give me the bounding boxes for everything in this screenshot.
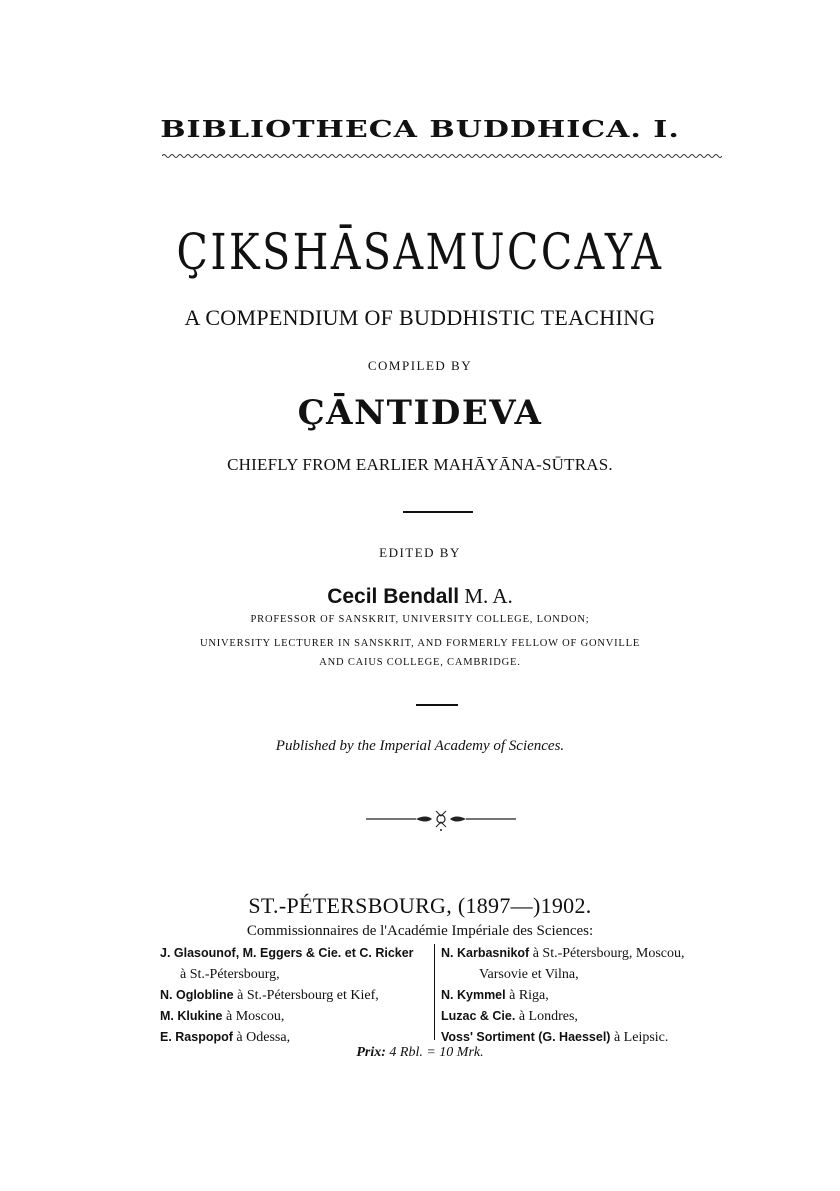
price-label: Prix: (356, 1045, 386, 1060)
affiliation-line: PROFESSOR OF SANSKRIT, UNIVERSITY COLLEGE, LONDON; (250, 614, 590, 625)
ornament-flourish-icon (366, 808, 516, 832)
divider-rule (403, 511, 473, 513)
agent-entry: M. Klukine à Moscou, (160, 1009, 285, 1024)
agent-entry: N. Oglobline à St.-Pétersbourg et Kief, (160, 988, 379, 1003)
price-line (0, 1045, 840, 1061)
editor-name: Cecil Bendall (327, 585, 460, 608)
editor-degree: M. A. (464, 584, 513, 608)
edited-by: EDITED BY (379, 545, 461, 560)
agent-entry: Voss' Sortiment (G. Haessel) à Leipsic. (441, 1030, 669, 1045)
agent-entry: J. Glasounof, M. Eggers & Cie. et C. Ricker (160, 946, 414, 960)
agent-entry: N. Karbasnikof à St.-Pétersbourg, Moscou, (441, 946, 685, 961)
commissionaires-heading: Commissionnaires de l'Académie Impériale des Sciences: (246, 923, 594, 939)
affiliation-line: UNIVERSITY LECTURER IN SANSKRIT, AND FORMERLY FELLOW OF GONVILLE (199, 638, 641, 649)
subtitle: A COMPENDIUM OF BUDDHISTIC TEACHING (184, 305, 656, 330)
wavy-rule (162, 152, 722, 160)
agent-entry: Luzac & Cie. à Londres, (441, 1009, 578, 1024)
agent-entry: à St.-Pétersbourg, (180, 967, 280, 982)
editor (0, 584, 840, 609)
place-date: ST.-PÉTERSBOURG, (1897—)1902. (248, 893, 592, 918)
agents-left-column (160, 943, 414, 1048)
affiliation-line: AND CAIUS COLLEGE, CAMBRIDGE. (319, 657, 521, 668)
divider-rule (416, 704, 458, 706)
series-title: BIBLIOTHECA BUDDHICA. I. (160, 116, 680, 144)
column-divider (434, 944, 435, 1040)
agent-entry: Varsovie et Vilna, (479, 967, 579, 982)
sources-line: CHIEFLY FROM EARLIER MAHĀYĀNA-SŪTRAS. (227, 455, 613, 474)
book-title: ÇIKSHĀSAMUCCAYA (176, 223, 664, 281)
publisher-line: Published by the Imperial Academy of Sciences. (275, 738, 565, 754)
agent-entry: N. Kymmel à Riga, (441, 988, 549, 1003)
agent-entry: E. Raspopof à Odessa, (160, 1030, 291, 1045)
author-name: ÇĀNTIDEVA (297, 393, 543, 433)
agents-right-column (441, 943, 685, 1048)
compiled-by: COMPILED BY (367, 358, 473, 373)
price-value: 4 Rbl. = 10 Mrk. (389, 1045, 484, 1060)
